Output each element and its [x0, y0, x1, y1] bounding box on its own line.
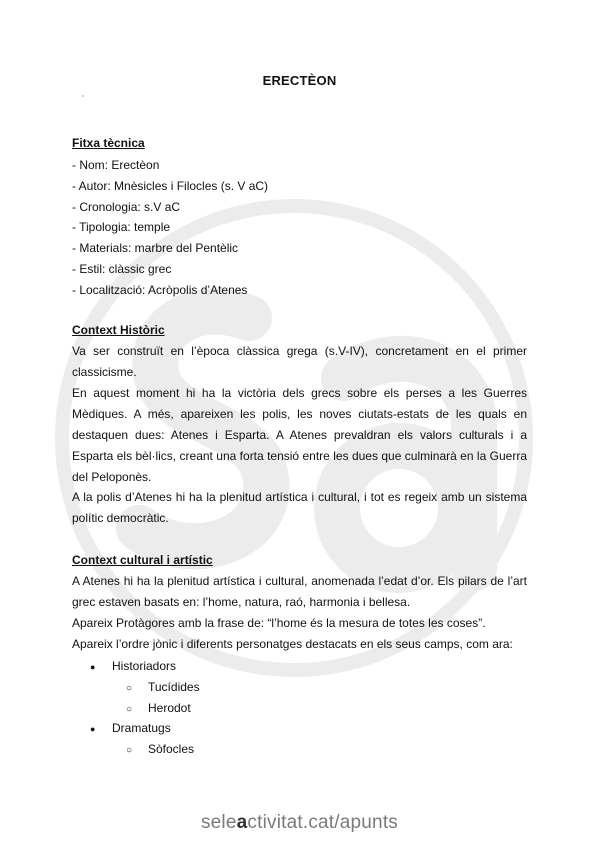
list-item: ○ Sòfocles [126, 742, 195, 756]
fitxa-heading: Fitxa tècnica [72, 136, 145, 150]
fitxa-item: - Estil: clàssic grec [72, 262, 172, 276]
fitxa-item: - Autor: Mnèsicles i Filocles (s. V aC) [72, 179, 269, 193]
historic-heading: Context Històric [72, 323, 165, 337]
stray-dot [82, 95, 84, 97]
cultural-paragraph: Apareix Protàgores amb la frase de: “l’home és la mesura de totes les coses”. [72, 616, 486, 630]
bullet-filled-icon: ● [90, 662, 96, 672]
bullet-hollow-icon: ○ [126, 704, 133, 715]
historic-paragraph: A la polis d’Atenes hi ha la plenitud artística i cultural, i tot es regeix amb un sistema polític democràtic. [72, 490, 527, 525]
fitxa-item: - Cronologia: s.V aC [72, 200, 181, 214]
fitxa-item: - Localització: Acròpolis d’Atenes [72, 283, 248, 297]
cultural-heading: Context cultural i artístic [72, 553, 213, 567]
fitxa-item: - Materials: marbre del Pentèlic [72, 241, 239, 255]
list-item: ● Dramatugs [90, 721, 171, 735]
historic-paragraph: Va ser construït en l’època clàssica grega (s.V-IV), concretament en el primer classicisme. [72, 344, 527, 379]
bullet-hollow-icon: ○ [126, 745, 133, 756]
bullet-hollow-icon: ○ [126, 683, 133, 694]
cultural-paragraph: Apareix l’ordre jònic i diferents personatges destacats en els seus camps, com ara: [72, 637, 513, 651]
list-item: ○ Tucídides [126, 680, 200, 694]
list-item: ● Historiadors [90, 659, 177, 673]
list-item: ○ Herodot [126, 701, 191, 715]
historic-paragraph: En aquest moment hi ha la victòria dels grecs sobre els perses a les Guerres Mèdiques. A més, apareixen les polis, les noves ciutats-estats de les quals en destaquen dues: Atenes i Esparta. A Atenes prevaldran els valors culturals i a Esparta els bèl·lics, creant una forta tensió entre les dues que culminarà en la Guerra del Peloponès. [72, 386, 527, 484]
footer-brand: seleactivitat.cat/apunts [200, 812, 399, 833]
fitxa-item: - Nom: Erectèon [72, 158, 160, 172]
bullet-filled-icon: ● [90, 724, 96, 734]
cultural-paragraph: A Atenes hi ha la plenitud artística i cultural, anomenada l’edat d’or. Els pilars de l’art grec estaven basats en: l’home, natura, raó, harmonia i bellesa. [72, 574, 527, 609]
fitxa-item: - Tipologia: temple [72, 220, 171, 234]
document-title: ERECTÈON [262, 73, 337, 88]
